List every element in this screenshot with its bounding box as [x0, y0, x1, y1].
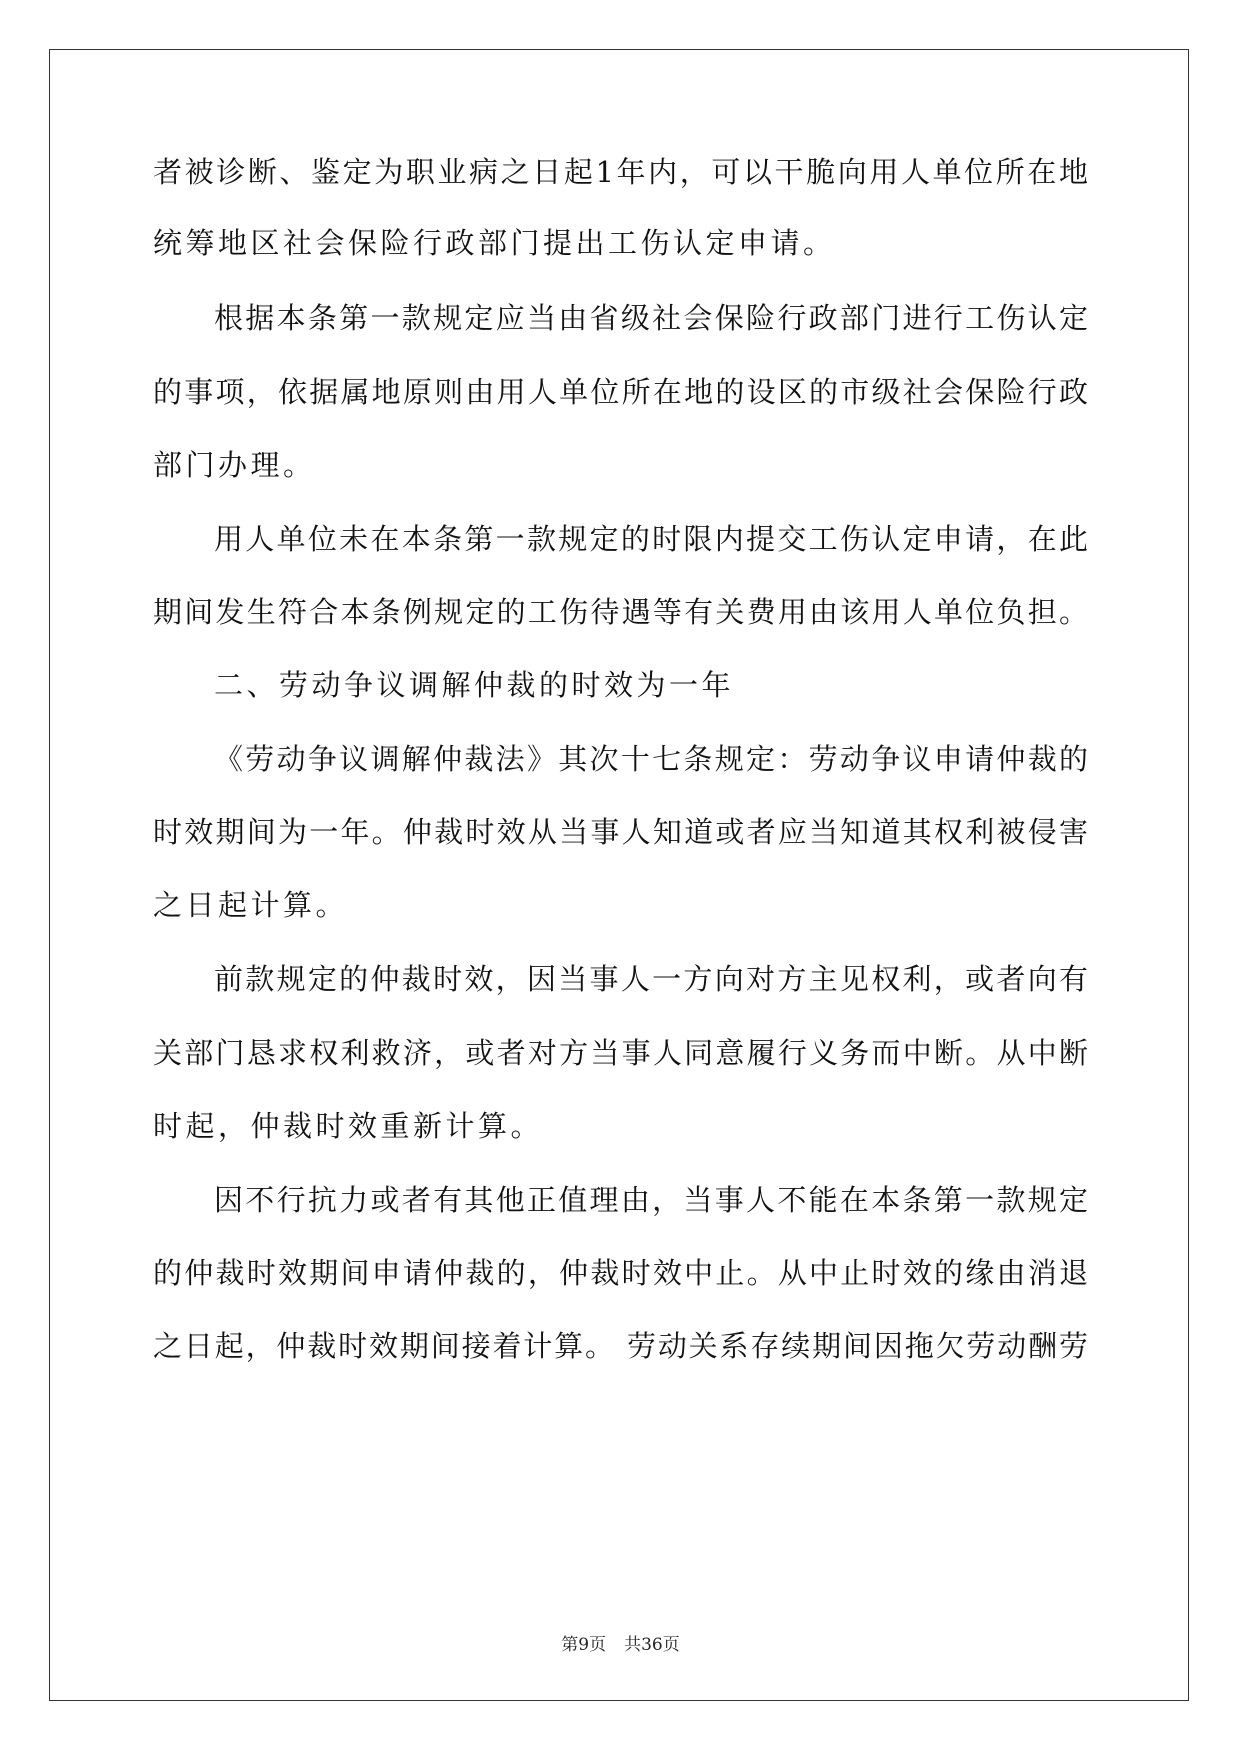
text-line: 根据本条第一款规定应当由省级社会保险行政部门进行工伤认定	[214, 301, 1088, 335]
page-total: 共36页	[624, 1635, 680, 1655]
text-line: 期间发生符合本条例规定的工伤待遇等有关费用由该用人单位负担。	[153, 595, 1088, 629]
text-line: 的事项，依据属地原则由用人单位所在地的设区的市级社会保险行政	[153, 375, 1088, 409]
page-border	[49, 49, 1189, 1701]
text-line: 因不行抗力或者有其他正值理由，当事人不能在本条第一款规定	[214, 1183, 1088, 1217]
text-line: 者被诊断、鉴定为职业病之日起1年内，可以干脆向用人单位所在地	[153, 155, 1088, 189]
text-line: 《劳动争议调解仲裁法》其次十七条规定：劳动争议申请仲裁的	[214, 742, 1088, 776]
text-line: 时效期间为一年。仲裁时效从当事人知道或者应当知道其权利被侵害	[153, 815, 1088, 849]
text-line: 用人单位未在本条第一款规定的时限内提交工伤认定申请，在此	[214, 522, 1088, 556]
text-line: 关部门恳求权利救济，或者对方当事人同意履行义务而中断。从中断	[153, 1036, 1088, 1070]
text-line: 时起，仲裁时效重新计算。	[153, 1109, 544, 1143]
text-line: 之日起，仲裁时效期间接着计算。 劳动关系存续期间因拖欠劳动酬劳	[153, 1329, 1088, 1363]
page-number: 第9页	[561, 1635, 607, 1655]
text-line: 统筹地区社会保险行政部门提出工伤认定申请。	[153, 226, 836, 260]
text-line: 前款规定的仲裁时效，因当事人一方向对方主见权利，或者向有	[214, 962, 1088, 996]
text-line: 之日起计算。	[153, 888, 349, 922]
text-line: 部门办理。	[153, 448, 316, 482]
page-footer	[0, 1630, 1241, 1655]
section-heading: 二、劳动争议调解仲裁的时效为一年	[214, 668, 735, 702]
text-line: 的仲裁时效期间申请仲裁的，仲裁时效中止。从中止时效的缘由消退	[153, 1256, 1088, 1290]
